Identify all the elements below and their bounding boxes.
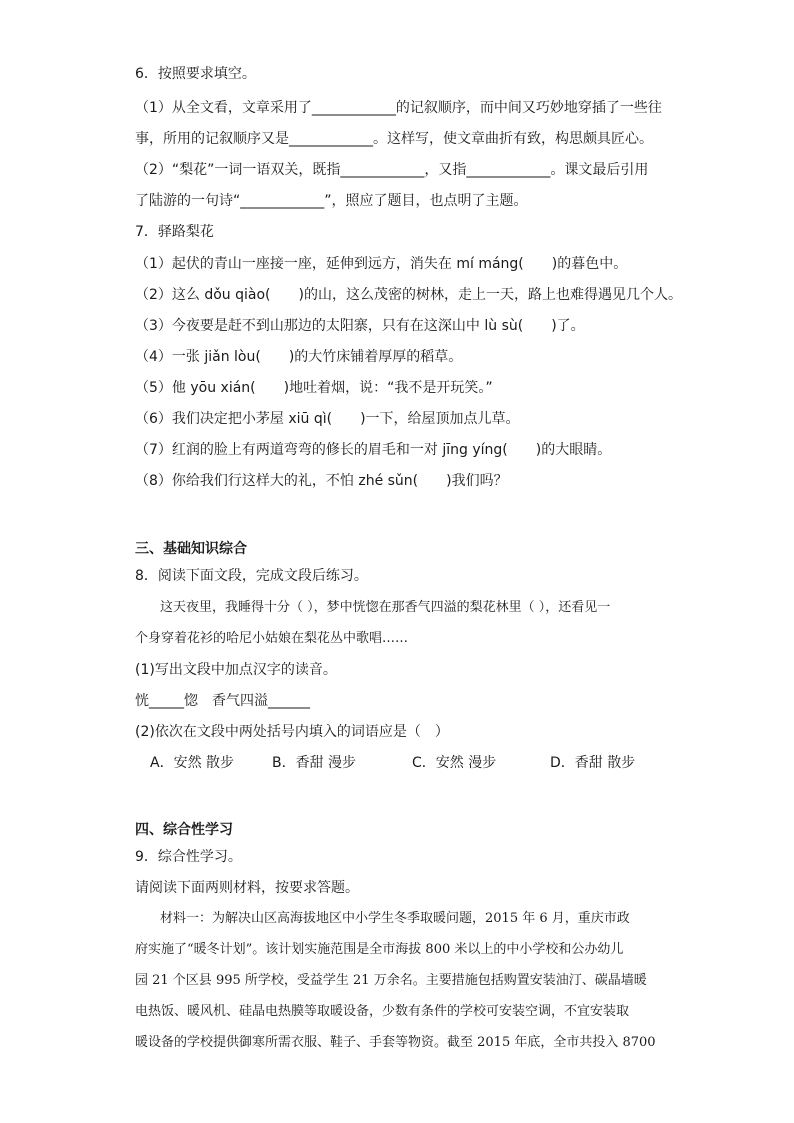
q7-item-6: （6）我们决定把小茅屋 xiū qì( )一下，给屋顶加点儿草。 [135, 411, 520, 427]
q6-title: 6．按照要求填空。 [135, 66, 256, 82]
q8-sub1-answer: 恍_____惚 香气四溢______ [135, 693, 310, 709]
q8-sub1: (1)写出文段中加点汉字的读音。 [135, 662, 337, 678]
section4-heading: 四、综合性学习 [135, 822, 233, 838]
q9-instruction: 请阅读下面两则材料，按要求答题。 [135, 880, 359, 896]
material-line-4: 电热饭、暖风机、硅晶电热膜等取暖设备，少数有条件的学校可安装空调，不宜安装取 [135, 1004, 630, 1019]
material-line-3: 园 21 个区县 995 所学校，受益学生 21 万余名。主要措施包括购置安装油汀、碳晶墙暖 [135, 973, 647, 988]
passage-line2: 个身穿着花衫的哈尼小姑娘在梨花丛中歌唱…… [135, 631, 409, 646]
q6-part1-line1: （1）从全文看，文章采用了____________的记叙顺序，而中间又巧妙地穿插了一些往 [135, 100, 662, 116]
material-line-2: 府实施了“暖冬计划”。该计划实施范围是全市海拔 800 米以上的中小学校和公办幼儿 [135, 942, 624, 957]
q7-item-2: （2）这么 dǒu qiào( )的山，这么茂密的树林，走上一天，路上也难得遇见几个人。 [135, 287, 682, 303]
material-line-5: 暖设备的学校提供御寒所需衣服、鞋子、手套等物资。截至 2015 年底，全市共投入 8700 [135, 1035, 656, 1050]
section3-heading: 三、基础知识综合 [135, 541, 247, 557]
q7-item-4: （4）一张 jiǎn lòu( )的大竹床铺着厚厚的稻草。 [135, 349, 463, 365]
option-b: B．香甜 漫步 [272, 755, 357, 771]
q6-part2-line2: 了陆游的一句诗“____________”，照应了题目，也点明了主题。 [135, 193, 528, 209]
q7-title: 7．驿路梨花 [135, 224, 214, 240]
q7-item-1: （1）起伏的青山一座接一座，延伸到远方，消失在 mí máng( )的暮色中。 [135, 256, 628, 272]
q7-item-5: （5）他 yōu xián( )地吐着烟，说：“我不是开玩笑。” [135, 380, 493, 396]
option-c: C．安然 漫步 [412, 755, 497, 771]
q6-part2-line1: （2）“梨花”一词一语双关，既指____________，又指____________。课文最后引用 [135, 162, 649, 178]
q6-part1-line2: 事，所用的记叙顺序又是____________。这样写，使文章曲折有致，构思颇具匠心。 [135, 131, 653, 147]
q9-title: 9．综合性学习。 [135, 849, 242, 865]
q8-sub2: (2)依次在文段中两处括号内填入的词语应是（ ） [135, 724, 449, 740]
q7-item-7: （7）红润的脸上有两道弯弯的修长的眉毛和一对 jīng yíng( )的大眼睛。 [135, 442, 612, 458]
option-d: D．香甜 散步 [550, 755, 636, 771]
q7-item-8: （8）你给我们行这样大的礼，不怕 zhé sǔn( )我们吗？ [135, 473, 508, 489]
passage-line1: 这天夜里，我睡得十分（ ），梦中恍惚在那香气四溢的梨花林里（ ），还看见一 [160, 600, 611, 615]
option-a: A．安然 散步 [150, 755, 235, 771]
material-line-1: 材料一：为解决山区高海拔地区中小学生冬季取暖问题，2015 年 6 月，重庆市政 [160, 911, 630, 926]
q8-title: 8．阅读下面文段，完成文段后练习。 [135, 568, 368, 584]
q7-item-3: （3）今夜要是赶不到山那边的太阳寨，只有在这深山中 lù sù( )了。 [135, 318, 585, 334]
